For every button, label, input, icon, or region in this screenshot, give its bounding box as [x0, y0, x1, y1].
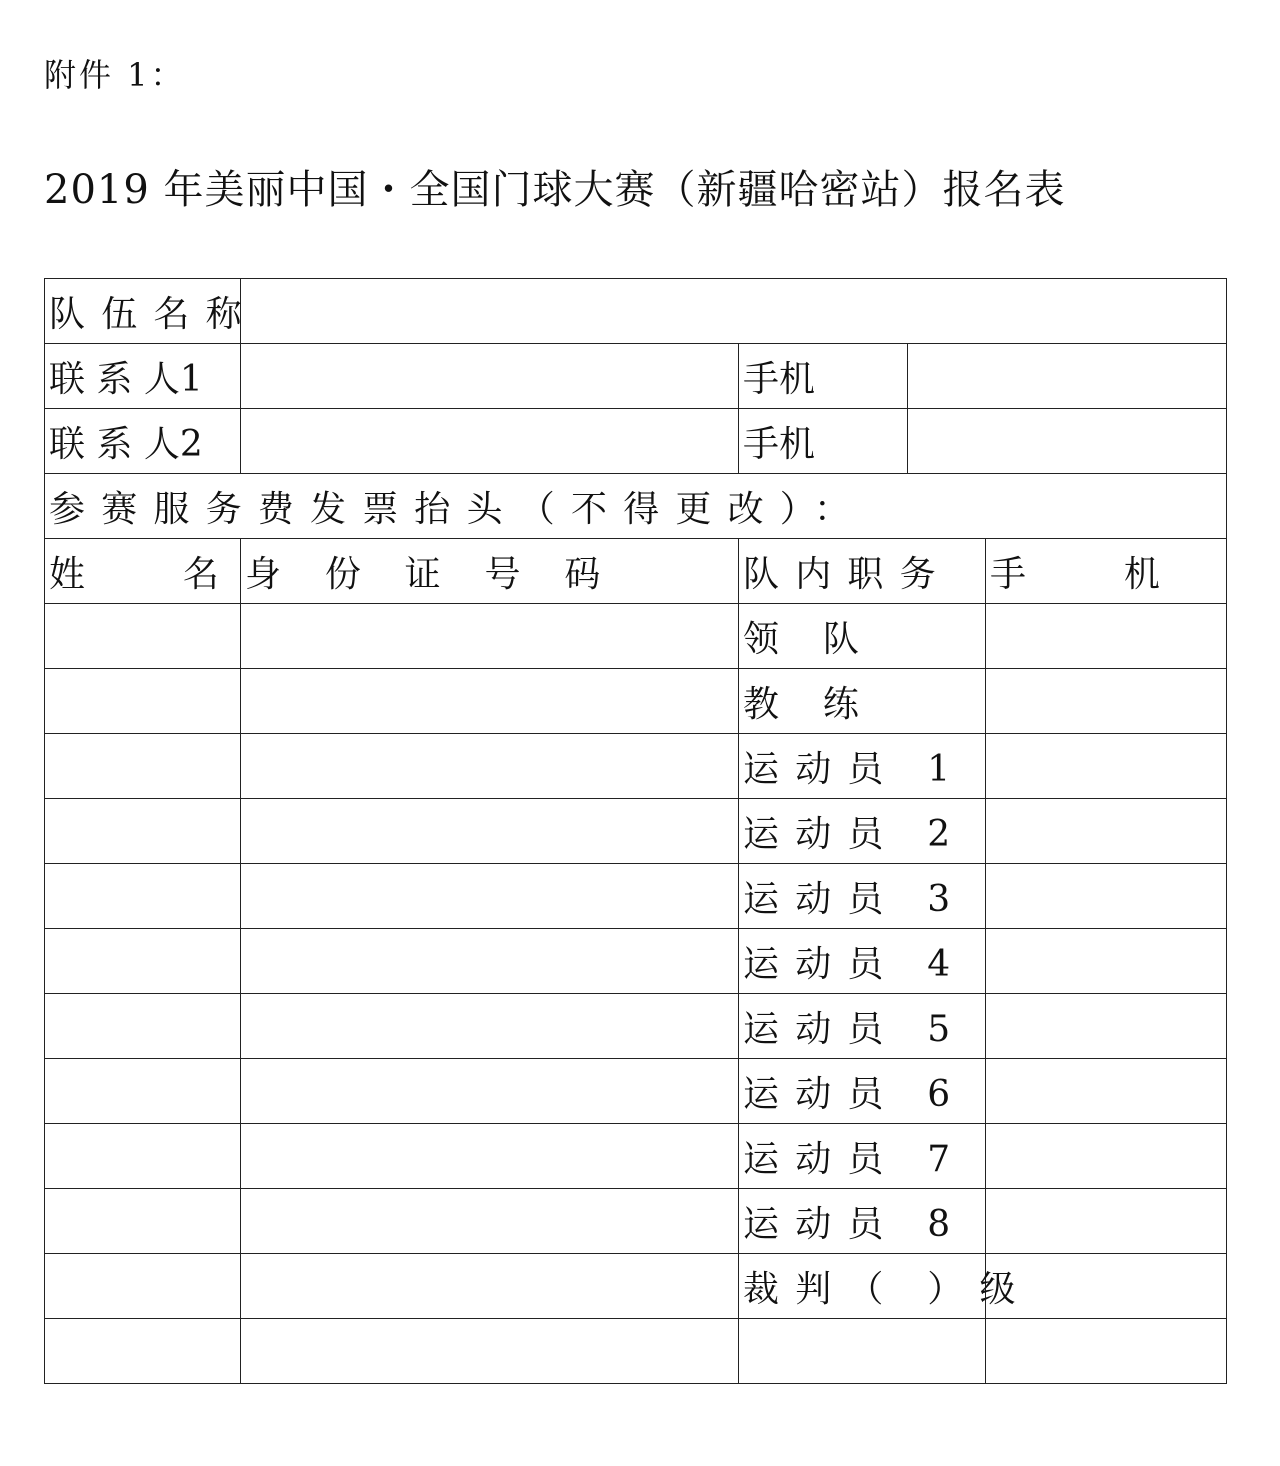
member-name-field[interactable]	[45, 1189, 241, 1254]
member-row	[45, 799, 1227, 864]
member-name-field[interactable]	[45, 1319, 241, 1384]
member-role	[739, 1319, 986, 1384]
member-name-field[interactable]	[45, 1254, 241, 1319]
contact2-phone-field[interactable]	[908, 409, 1227, 474]
contact1-phone-field[interactable]	[908, 344, 1227, 409]
document-title: 2019 年美丽中国・全国门球大赛（新疆哈密站）报名表	[44, 167, 1066, 213]
member-role: 运动员 8	[739, 1189, 986, 1254]
member-name-field[interactable]	[45, 1059, 241, 1124]
member-id-field[interactable]	[241, 1124, 739, 1189]
header-id-number: 身 份 证 号 码	[241, 539, 739, 604]
member-phone-field[interactable]	[986, 1059, 1227, 1124]
contact2-name-field[interactable]	[241, 409, 739, 474]
member-name-field[interactable]	[45, 929, 241, 994]
member-rows	[45, 604, 1227, 1384]
member-row	[45, 994, 1227, 1059]
member-row	[45, 1189, 1227, 1254]
header-name: 姓 名	[45, 539, 241, 604]
member-phone-field[interactable]	[986, 929, 1227, 994]
contact2-row	[45, 409, 1227, 474]
member-row	[45, 1319, 1227, 1384]
member-name-field[interactable]	[45, 669, 241, 734]
attachment-label: 附件 1：	[44, 56, 186, 94]
member-row	[45, 604, 1227, 669]
team-name-field[interactable]	[241, 279, 1227, 344]
member-row	[45, 929, 1227, 994]
member-row	[45, 864, 1227, 929]
member-phone-field[interactable]	[986, 1189, 1227, 1254]
member-id-field[interactable]	[241, 734, 739, 799]
contact1-label: 联 系 人1	[45, 344, 241, 409]
contact2-label: 联 系 人2	[45, 409, 241, 474]
member-role: 教 练	[739, 669, 986, 734]
contact1-phone-label: 手机	[739, 344, 908, 409]
member-name-field[interactable]	[45, 1124, 241, 1189]
member-role: 裁判（ ）级	[739, 1254, 986, 1319]
member-id-field[interactable]	[241, 1254, 739, 1319]
member-id-field[interactable]	[241, 864, 739, 929]
member-phone-field[interactable]	[986, 1124, 1227, 1189]
invoice-row	[45, 474, 1227, 539]
member-phone-field[interactable]	[986, 799, 1227, 864]
header-role: 队内职务	[739, 539, 986, 604]
member-name-field[interactable]	[45, 864, 241, 929]
contact2-phone-label: 手机	[739, 409, 908, 474]
member-role: 运动员 7	[739, 1124, 986, 1189]
registration-form-table	[44, 278, 1227, 1384]
member-name-field[interactable]	[45, 799, 241, 864]
team-name-row	[45, 279, 1227, 344]
member-header-row	[45, 539, 1227, 604]
member-phone-field[interactable]	[986, 1319, 1227, 1384]
member-role: 运动员 6	[739, 1059, 986, 1124]
member-row	[45, 669, 1227, 734]
member-id-field[interactable]	[241, 1189, 739, 1254]
member-phone-field[interactable]	[986, 669, 1227, 734]
contact1-name-field[interactable]	[241, 344, 739, 409]
header-phone: 手 机	[986, 539, 1227, 604]
member-role: 运动员 4	[739, 929, 986, 994]
contact1-row	[45, 344, 1227, 409]
member-phone-field[interactable]	[986, 734, 1227, 799]
team-name-label: 队伍名称	[45, 279, 241, 344]
member-phone-field[interactable]	[986, 864, 1227, 929]
member-phone-field[interactable]	[986, 604, 1227, 669]
member-id-field[interactable]	[241, 1059, 739, 1124]
member-role: 运动员 3	[739, 864, 986, 929]
member-row	[45, 1059, 1227, 1124]
member-role: 领 队	[739, 604, 986, 669]
member-row	[45, 734, 1227, 799]
invoice-label[interactable]: 参赛服务费发票抬头（不得更改）：	[45, 474, 1227, 539]
member-row	[45, 1124, 1227, 1189]
member-role: 运动员 5	[739, 994, 986, 1059]
member-phone-field[interactable]	[986, 994, 1227, 1059]
member-id-field[interactable]	[241, 1319, 739, 1384]
member-name-field[interactable]	[45, 604, 241, 669]
member-name-field[interactable]	[45, 994, 241, 1059]
member-row	[45, 1254, 1227, 1319]
member-id-field[interactable]	[241, 604, 739, 669]
member-id-field[interactable]	[241, 669, 739, 734]
member-name-field[interactable]	[45, 734, 241, 799]
member-role: 运动员 1	[739, 734, 986, 799]
member-id-field[interactable]	[241, 799, 739, 864]
member-id-field[interactable]	[241, 929, 739, 994]
member-id-field[interactable]	[241, 994, 739, 1059]
member-role: 运动员 2	[739, 799, 986, 864]
